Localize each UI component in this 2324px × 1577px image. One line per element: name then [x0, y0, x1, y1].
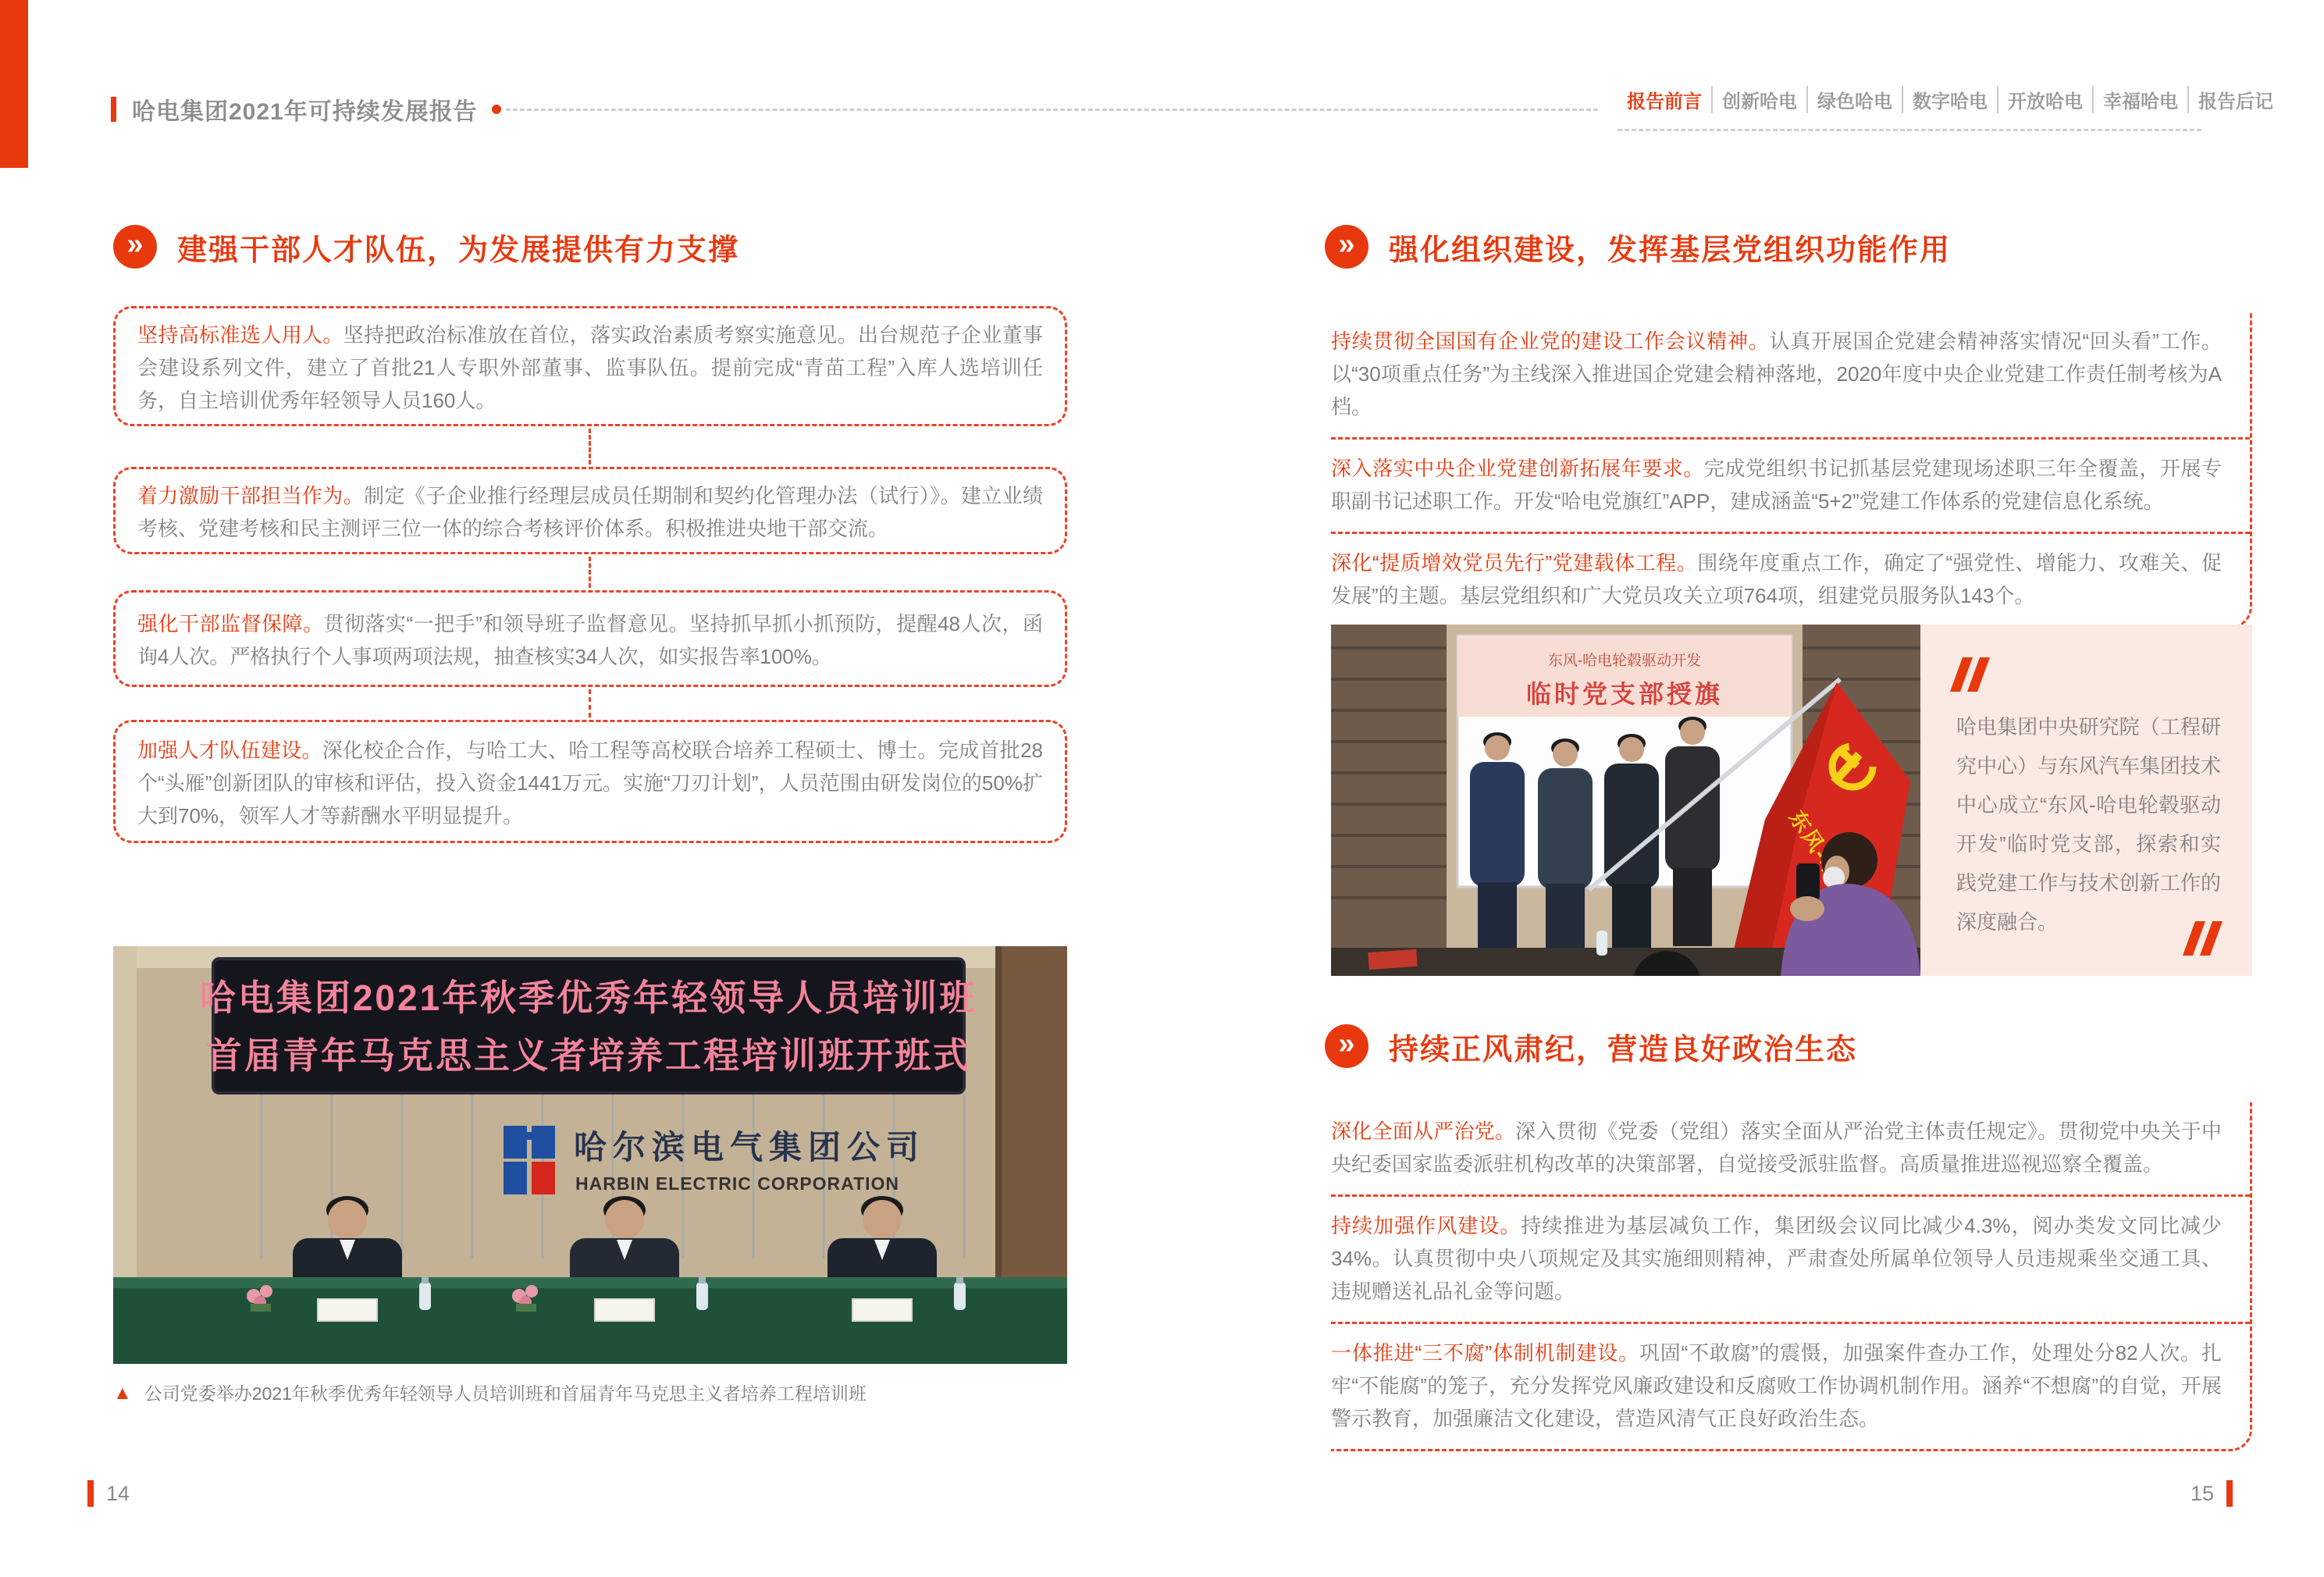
chapter-nav	[1618, 86, 2273, 113]
dashed-connector	[589, 689, 591, 717]
photo-caption	[113, 1380, 1206, 1407]
dashed-connector	[589, 557, 591, 588]
nav-item-innovation: 创新哈电	[1713, 86, 1808, 113]
quote-open-icon	[1956, 657, 2221, 692]
quote-close-icon	[2189, 921, 2216, 956]
quote-panel	[1920, 625, 2252, 976]
caption-text: 公司党委举办2021年秋季优秀年轻领导人员培训班和首届青年马克思主义者培养工程培训班	[144, 1383, 867, 1404]
right-section2-heading	[1325, 1024, 1857, 1068]
org-paragraph-1	[1331, 312, 2250, 440]
screen-subtitle: 东风-哈电轮毂驱动开发	[1547, 653, 1702, 669]
led-banner-line2: 首届青年马克思主义者培养工程培训班开班式	[206, 1035, 971, 1076]
nav-item-digital: 数字哈电	[1903, 86, 1998, 113]
box-body: 坚持把政治标准放在首位，落实政治素质考察实施意见。出台规范子企业董事会建设系列文件，建立了首批21人专职外部董事、监事队伍。提前完成“青苗工程”入库人选培训任务，自主培训优秀年轻领导人员160人。	[137, 323, 1043, 412]
screen-title: 临时党支部授旗	[1525, 680, 1724, 708]
header-dashed-line	[506, 109, 1598, 111]
discipline-paragraph-3	[1331, 1324, 2250, 1449]
right-section1-heading	[1325, 225, 1951, 269]
corner-accent-bar	[0, 0, 28, 168]
talent-box-team-building	[113, 720, 1067, 843]
flag-photo-row	[1331, 625, 2252, 976]
dot-icon	[492, 105, 501, 114]
page-number-right	[2191, 1480, 2233, 1507]
paragraph-body: 巩固“不敢腐”的震慑，加强案件查办工作，处理处分82人次。扎牢“不能腐”的笼子，充分发挥党风廉政建设和反腐败工作协调机制作用。涵养“不想腐”的自觉，开展警示教育，加强廉洁文化建设，营造风清气正良好政治生态。	[1331, 1341, 2222, 1430]
box-lead: 强化干部监督保障。	[137, 612, 324, 635]
wall-logo-cn: 哈尔滨电气集团公司	[574, 1129, 926, 1166]
triangle-icon: ▲	[113, 1383, 132, 1404]
paragraph-body: 完成党组织书记抓基层党建现场述职三年全覆盖，开展专职副书记述职工作。开发“哈电党旗红”APP，建成涵盖“5+2”党建工作体系的党建信息化系统。	[1331, 457, 2222, 513]
paragraph-body: 深入贯彻《党委（党组）落实全面从严治党主体责任规定》。贯彻党中央关于中央纪委国家监委派驻机构改革的决策部署，自觉接受派驻监督。高质量推进巡视巡察全覆盖。	[1331, 1120, 2222, 1176]
right-section2-title: 持续正风肃纪，营造良好政治生态	[1389, 1033, 1858, 1066]
box-lead: 着力激励干部担当作为。	[137, 484, 364, 507]
paragraph-body: 围绕年度重点工作，确定了“强党性、增能力、攻难关、促发展”的主题。基层党组织和广大党员攻关立项764项，组建党员服务队143个。	[1331, 551, 2222, 607]
box-lead: 坚持高标准选人用人。	[137, 323, 343, 347]
org-paragraph-2	[1331, 440, 2250, 534]
page-number-bar	[87, 1480, 94, 1507]
nav-item-green: 绿色哈电	[1808, 86, 1903, 113]
box-body: 深化校企合作，与哈工大、哈工程等高校联合培养工程硕士、博士。完成首批28个“头雁”创新团队的审核和评估，投入资金1441万元。实施“刀刃计划”，人员范围由研发岗位的50%扩大到70%，领军人才等薪酬水平明显提升。	[137, 739, 1043, 828]
paragraph-lead: 深化全面从严治党。	[1331, 1120, 1516, 1143]
report-title: 哈电集团2021年可持续发展报告	[132, 99, 478, 125]
left-section-title: 建强干部人才队伍，为发展提供有力支撑	[177, 233, 740, 267]
talent-box-selection	[113, 306, 1067, 426]
chevron-right-icon: »	[1325, 225, 1368, 269]
right-section1-title: 强化组织建设，发挥基层党组织功能作用	[1389, 233, 1952, 267]
box-body: 制定《子企业推行经理层成员任期制和契约化管理办法（试行）》。建立业绩考核、党建考核和民主测评三位一体的综合考核评价体系。积极推进央地干部交流。	[137, 484, 1043, 540]
box-lead: 加强人才队伍建设。	[137, 739, 322, 762]
led-banner-line1: 哈电集团2021年秋季优秀年轻领导人员培训班	[199, 977, 978, 1018]
nav-dashed-underline	[1618, 129, 2201, 131]
title-accent-bar	[111, 97, 116, 122]
quote-text: 哈电集团中央研究院（工程研究中心）与东风汽车集团技术中心成立“东风-哈电轮毂驱动开发”临时党支部，探索和实践党建工作与技术创新工作的深度融合。	[1956, 715, 2221, 934]
page-number-value: 14	[106, 1481, 130, 1505]
chevron-right-icon: »	[113, 225, 157, 269]
page-number-value: 15	[2191, 1481, 2215, 1505]
nav-item-open: 开放哈电	[1998, 86, 2094, 113]
flag-ceremony-photo	[1331, 625, 1920, 976]
talent-box-supervision	[113, 590, 1067, 687]
nav-item-happiness: 幸福哈电	[2094, 86, 2189, 113]
chevron-right-icon: »	[1325, 1024, 1368, 1068]
nav-item-foreword: 报告前言	[1618, 86, 1713, 113]
org-building-group	[1331, 312, 2252, 628]
left-section-heading	[113, 225, 739, 269]
paragraph-lead: 深化“提质增效党员先行”党建载体工程。	[1331, 551, 1698, 575]
paragraph-lead: 持续贯彻全国国有企业党的建设工作会议精神。	[1331, 329, 1770, 353]
talent-box-incentive	[113, 467, 1067, 554]
paragraph-lead: 持续加强作风建设。	[1331, 1214, 1521, 1237]
paragraph-lead: 一体推进“三不腐”体制机制建设。	[1331, 1341, 1639, 1365]
discipline-paragraph-2	[1331, 1197, 2250, 1324]
dashed-connector	[589, 429, 591, 465]
training-class-photo-graphic	[113, 946, 1067, 1364]
page-number-bar	[2226, 1480, 2233, 1507]
training-class-photo	[113, 946, 1067, 1364]
wall-logo-en: HARBIN ELECTRIC CORPORATION	[575, 1173, 900, 1194]
nav-item-postscript: 报告后记	[2198, 91, 2273, 112]
org-paragraph-3	[1331, 534, 2250, 626]
box-body: 贯彻落实“一把手”和领导班子监督意见。坚持抓早抓小抓预防，提醒48人次，函询4人次。严格执行个人事项两项法规，抽查核实34人次，如实报告率100%。	[137, 612, 1043, 668]
paragraph-body: 认真开展国企党建会精神落实情况“回头看”工作。以“30项重点任务”为主线深入推进国企党建会精神落地，2020年度中央企业党建工作责任制考核为A档。	[1331, 329, 2222, 418]
paragraph-body: 持续推进为基层减负工作，集团级会议同比减少4.3%，阅办类发文同比减少34%。认真贯彻中央八项规定及其实施细则精神，严肃查处所属单位领导人员违规乘坐交通工具、违规赠送礼品礼金等问题。	[1331, 1214, 2222, 1303]
discipline-group	[1331, 1102, 2252, 1451]
header-left	[111, 92, 1598, 126]
page-number-left	[87, 1480, 130, 1507]
discipline-paragraph-1	[1331, 1102, 2250, 1197]
paragraph-lead: 深入落实中央企业党建创新拓展年要求。	[1331, 457, 1704, 480]
